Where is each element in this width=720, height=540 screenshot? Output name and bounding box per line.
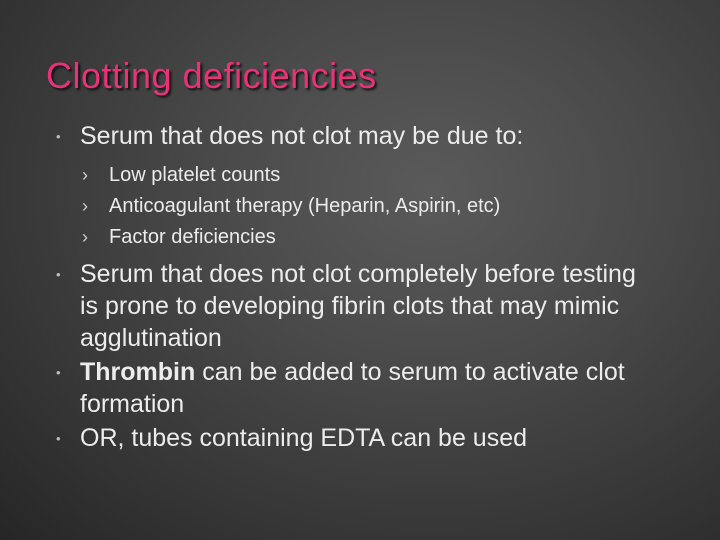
bullet-text: Serum that does not clot may be due to: (80, 122, 524, 150)
bullet-marker-icon: • (56, 129, 61, 144)
slide-title: Clotting deficiencies (46, 55, 377, 96)
bullet-marker-icon: • (56, 267, 61, 282)
bullet-text (80, 356, 640, 420)
bullet-text: OR, tubes containing EDTA can be used (80, 424, 528, 452)
chevron-right-icon: › (82, 196, 88, 216)
bullet-marker-icon: • (56, 365, 61, 380)
sub-bullet-text: Factor deficiencies (109, 226, 276, 248)
chevron-right-icon: › (82, 165, 88, 185)
sub-bullet-list (82, 160, 676, 253)
bullet-item (56, 258, 676, 354)
sub-bullet-text: Low platelet counts (109, 164, 281, 186)
bold-term: Thrombin (80, 358, 196, 386)
bullet-text: Serum that does not clot completely before testing is prone to developing fibrin clots that may mimic agglutination (80, 260, 636, 352)
bullet-item (56, 356, 676, 420)
bullet-item (56, 120, 676, 152)
sub-bullet-item (82, 222, 676, 253)
bullet-item (56, 422, 676, 454)
sub-bullet-item (82, 191, 676, 222)
sub-bullet-text: Anticoagulant therapy (Heparin, Aspirin, etc) (109, 195, 501, 217)
bullet-marker-icon: • (56, 431, 61, 446)
chevron-right-icon: › (82, 227, 88, 247)
sub-bullet-item (82, 160, 676, 191)
bullet-text-rest: can be added to serum to activate clot formation (80, 358, 625, 418)
slide-content (56, 120, 676, 454)
